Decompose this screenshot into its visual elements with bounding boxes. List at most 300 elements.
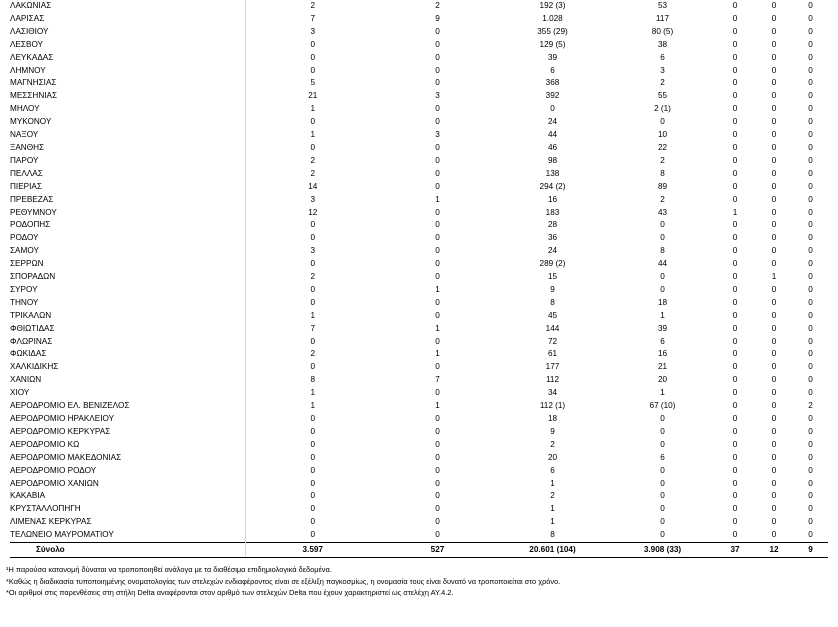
region-name: ΠΡΕΒΕΖΑΣ [10,194,54,204]
cell-v3: 45 [547,310,558,320]
cell-v5: 0 [732,155,738,165]
cell-v6: 0 [771,530,777,540]
cell-v2: 3 [435,91,440,101]
cell-v5: 0 [732,362,738,372]
cell-v1: 1 [245,310,380,323]
cell-v5: 0 [732,297,738,307]
cell-v1: 21 [245,90,380,103]
cell-v4: 0 [660,465,665,475]
total-v6: 12 [755,543,793,558]
footnote-2: *Καθώς η διαδικασία τυποποιημένης ονοματολογίας των στελεχών ενδιαφέροντος είναι σε εξέλιξη παγκοσμίως, η ονομασία τους είναι δυνατό να τροποποιείται στο χρόνο. [6,576,561,586]
footnotes [6,564,838,599]
cell-v7: 0 [808,272,813,282]
cell-v6: 0 [771,323,777,333]
cell-v5: 0 [732,375,738,385]
cell-v2: 0 [435,530,440,540]
cell-v5: 0 [732,220,738,230]
cell-v2: 0 [435,155,440,165]
cell-v3: 192 (3) [539,1,566,10]
cell-v3: 112 [545,375,560,385]
cell-v1: 0 [245,336,380,349]
cell-v5: 0 [732,65,738,75]
cell-v2: 0 [435,117,440,127]
cell-v6: 0 [771,52,777,62]
cell-v2: 0 [435,452,440,462]
table-row [10,194,828,207]
cell-v5: 0 [732,426,738,436]
cell-v2: 7 [435,375,440,385]
cell-v7: 0 [808,246,813,256]
cell-v1: 2 [245,0,380,13]
cell-v2: 0 [435,168,440,178]
cell-v4: 0 [660,504,665,514]
cell-v5: 0 [732,52,738,62]
cell-v5: 0 [732,272,738,282]
region-name: ΑΕΡΟΔΡΟΜΙΟ ΧΑΝΙΩΝ [10,478,99,488]
cell-v2: 0 [435,336,440,346]
cell-v6: 0 [771,517,777,527]
cell-v3: 177 [545,362,560,372]
cell-v5: 0 [732,91,738,101]
cell-v2: 1 [435,323,440,333]
cell-v6: 0 [771,104,777,114]
cell-v6: 0 [771,13,777,23]
table-row [10,400,828,413]
cell-v2: 1 [435,284,440,294]
cell-v6: 0 [771,284,777,294]
cell-v7: 0 [808,233,813,243]
cell-v6: 0 [771,168,777,178]
cell-v7: 0 [808,414,813,423]
table-row [10,361,828,374]
cell-v3: 8 [550,530,555,540]
cell-v5: 0 [732,284,738,294]
cell-v5: 0 [732,168,738,178]
region-name: ΛΙΜΕΝΑΣ ΚΕΡΚΥΡΑΣ [10,517,92,527]
table-row [10,336,828,349]
table-row [10,426,828,439]
cell-v6: 0 [771,233,777,243]
cell-v5: 0 [732,117,738,127]
cell-v1: 0 [245,116,380,129]
cell-v7: 0 [808,130,813,140]
cell-v4: 1 [660,388,665,398]
cell-v3: 24 [547,117,558,127]
cell-v4: 10 [657,130,668,140]
cell-v3: 98 [547,155,558,165]
cell-v5: 0 [732,26,738,36]
region-name: ΛΑΚΩΝΙΑΣ [10,1,52,10]
cell-v1: 0 [245,258,380,271]
region-name: ΑΕΡΟΔΡΟΜΙΟ ΕΛ. ΒΕΝΙΖΕΛΟΣ [10,401,130,411]
region-name: ΤΡΙΚΑΛΩΝ [10,310,52,320]
cell-v2: 0 [435,78,440,88]
cell-v1: 0 [245,478,380,491]
table-row [10,245,828,258]
cell-v3: 15 [547,272,558,282]
cell-v1: 0 [245,452,380,465]
cell-v1: 7 [245,13,380,26]
cell-v4: 0 [660,530,665,540]
region-name: ΦΩΚΙΔΑΣ [10,349,47,359]
cell-v4: 0 [660,478,665,488]
cell-v1: 0 [245,52,380,65]
total-v1: 3.597 [245,543,380,558]
cell-v7: 0 [808,426,813,436]
cell-v7: 0 [808,297,813,307]
cell-v7: 0 [808,362,813,372]
cell-v6: 1 [771,272,777,282]
region-name: ΑΕΡΟΔΡΟΜΙΟ ΚΩ [10,439,80,449]
table-row [10,297,828,310]
region-name: ΜΗΛΟΥ [10,104,40,114]
table-row [10,26,828,39]
table-row [10,103,828,116]
cell-v3: 0 [550,104,555,114]
cell-v1: 14 [245,181,380,194]
cell-v2: 0 [435,259,440,269]
cell-v5: 0 [732,181,738,191]
cell-v1: 0 [245,439,380,452]
cell-v6: 0 [771,362,777,372]
table-row [10,0,828,13]
cell-v5: 0 [732,194,738,204]
cell-v3: 39 [547,52,558,62]
cell-v4: 2 [660,194,665,204]
cell-v2: 0 [435,181,440,191]
table-row [10,168,828,181]
cell-v4: 3 [660,65,665,75]
cell-v4: 16 [657,349,668,359]
cell-v6: 0 [771,130,777,140]
cell-v5: 0 [732,323,738,333]
region-name: ΞΑΝΘΗΣ [10,142,45,152]
cell-v6: 0 [771,478,777,488]
cell-v4: 44 [657,259,668,269]
cell-v2: 2 [435,1,440,10]
cell-v7: 0 [808,207,813,217]
cell-v2: 0 [435,439,440,449]
region-name: ΑΕΡΟΔΡΟΜΙΟ ΗΡΑΚΛΕΙΟΥ [10,414,115,423]
region-name: ΣΕΡΡΩΝ [10,259,44,269]
total-v3: 20.601 (104) [495,543,610,558]
table-row [10,271,828,284]
cell-v6: 0 [771,401,777,411]
cell-v7: 0 [808,259,813,269]
cell-v5: 0 [732,491,738,501]
cell-v1: 0 [245,219,380,232]
cell-v3: 61 [547,349,558,359]
cell-v2: 0 [435,39,440,49]
cell-v1: 0 [245,284,380,297]
total-row [10,543,828,558]
table-row [10,155,828,168]
cell-v3: 392 [545,91,560,101]
cell-v2: 0 [435,142,440,152]
cell-v2: 0 [435,26,440,36]
cell-v4: 0 [660,414,665,423]
cell-v6: 0 [771,194,777,204]
cell-v7: 0 [808,26,813,36]
cell-v4: 20 [657,375,668,385]
cell-v5: 0 [732,414,738,423]
cell-v1: 3 [245,26,380,39]
cell-v2: 0 [435,362,440,372]
region-name: ΜΕΣΣΗΝΙΑΣ [10,91,58,101]
cell-v4: 0 [660,491,665,501]
table-row [10,13,828,26]
cell-v2: 1 [435,349,440,359]
table-row [10,181,828,194]
cell-v7: 0 [808,491,813,501]
cell-v4: 0 [660,517,665,527]
table-row [10,413,828,426]
cell-v2: 0 [435,52,440,62]
cell-v2: 0 [435,207,440,217]
cell-v4: 67 (10) [649,401,676,411]
cell-v3: 34 [547,388,558,398]
region-name: ΚΡΥΣΤΑΛΛΟΠΗΓΗ [10,504,81,514]
cell-v1: 0 [245,413,380,426]
cell-v2: 0 [435,388,440,398]
cell-v7: 0 [808,52,813,62]
cell-v4: 43 [657,207,668,217]
total-v7: 9 [793,543,828,558]
cell-v3: 1.028 [542,13,563,23]
table-row [10,129,828,142]
cell-v5: 0 [732,39,738,49]
cell-v6: 0 [771,220,777,230]
cell-v1: 2 [245,155,380,168]
cell-v2: 1 [435,194,440,204]
cell-v2: 0 [435,233,440,243]
table-row [10,452,828,465]
cell-v5: 0 [732,465,738,475]
region-name: ΑΕΡΟΔΡΟΜΙΟ ΚΕΡΚΥΡΑΣ [10,426,111,436]
cell-v3: 129 (5) [539,39,566,49]
cell-v3: 20 [547,452,558,462]
cell-v5: 1 [732,207,738,217]
cell-v3: 1 [550,504,555,514]
cell-v5: 0 [732,388,738,398]
table-row [10,490,828,503]
cell-v6: 0 [771,336,777,346]
cell-v7: 0 [808,349,813,359]
cell-v7: 0 [808,181,813,191]
total-v4: 3.908 (33) [610,543,715,558]
cell-v3: 2 [550,439,555,449]
table-row [10,142,828,155]
cell-v6: 0 [771,207,777,217]
cell-v5: 0 [732,13,738,23]
cell-v5: 0 [732,401,738,411]
cell-v1: 0 [245,490,380,503]
cell-v1: 0 [245,361,380,374]
cell-v7: 0 [808,284,813,294]
cell-v5: 0 [732,78,738,88]
cell-v6: 0 [771,91,777,101]
region-name: ΤΗΝΟΥ [10,297,39,307]
cell-v3: 144 [545,323,560,333]
cell-v5: 0 [732,530,738,540]
cell-v5: 0 [732,130,738,140]
cell-v5: 0 [732,233,738,243]
regions-variants-table [10,0,828,558]
cell-v1: 0 [245,503,380,516]
region-name: ΑΕΡΟΔΡΟΜΙΟ ΜΑΚΕΔΟΝΙΑΣ [10,452,122,462]
region-name: ΡΟΔΟΥ [10,233,39,243]
cell-v1: 8 [245,374,380,387]
region-name: ΜΥΚΟΝΟΥ [10,117,52,127]
cell-v2: 0 [435,297,440,307]
region-name: ΣΠΟΡΑΔΩΝ [10,272,56,282]
cell-v7: 0 [808,452,813,462]
cell-v7: 0 [808,78,813,88]
cell-v2: 9 [435,13,440,23]
region-name: ΛΑΣΙΘΙΟΥ [10,26,49,36]
cell-v6: 0 [771,452,777,462]
cell-v7: 0 [808,530,813,540]
cell-v7: 0 [808,13,813,23]
cell-v6: 0 [771,491,777,501]
cell-v3: 183 [545,207,560,217]
cell-v7: 2 [808,401,813,411]
cell-v2: 0 [435,65,440,75]
cell-v1: 0 [245,232,380,245]
cell-v1: 2 [245,271,380,284]
cell-v2: 0 [435,517,440,527]
cell-v7: 0 [808,142,813,152]
cell-v2: 0 [435,310,440,320]
cell-v1: 7 [245,323,380,336]
table-row [10,52,828,65]
cell-v5: 0 [732,310,738,320]
cell-v7: 0 [808,310,813,320]
cell-v4: 0 [660,439,665,449]
cell-v1: 0 [245,516,380,529]
cell-v7: 0 [808,155,813,165]
region-name: ΧΑΝΙΩΝ [10,375,42,385]
cell-v4: 6 [660,452,665,462]
cell-v6: 0 [771,1,777,10]
cell-v6: 0 [771,246,777,256]
cell-v3: 8 [550,297,555,307]
table-row [10,387,828,400]
cell-v6: 0 [771,375,777,385]
cell-v7: 0 [808,336,813,346]
cell-v7: 0 [808,104,813,114]
table-row [10,77,828,90]
table-row [10,219,828,232]
total-v2: 527 [380,543,495,558]
cell-v1: 0 [245,297,380,310]
cell-v6: 0 [771,414,777,423]
cell-v2: 0 [435,414,440,423]
cell-v4: 38 [657,39,668,49]
region-name: ΦΘΙΩΤΙΔΑΣ [10,323,55,333]
cell-v6: 0 [771,78,777,88]
cell-v3: 294 (2) [539,181,566,191]
region-name: ΡΕΘΥΜΝΟΥ [10,207,57,217]
total-v5: 37 [715,543,755,558]
cell-v3: 1 [550,478,555,488]
cell-v3: 46 [547,142,558,152]
table-row [10,529,828,542]
cell-v6: 0 [771,117,777,127]
cell-v1: 1 [245,103,380,116]
region-name: ΛΑΡΙΣΑΣ [10,13,45,23]
table-row [10,90,828,103]
cell-v3: 112 (1) [539,401,566,411]
table-row [10,478,828,491]
cell-v5: 0 [732,259,738,269]
cell-v1: 0 [245,465,380,478]
cell-v5: 0 [732,336,738,346]
cell-v4: 6 [660,336,665,346]
cell-v3: 1 [550,517,555,527]
cell-v1: 0 [245,426,380,439]
cell-v4: 0 [660,233,665,243]
cell-v6: 0 [771,65,777,75]
table-row [10,207,828,220]
cell-v3: 6 [550,65,555,75]
region-name: ΝΑΞΟΥ [10,130,39,140]
cell-v7: 0 [808,168,813,178]
cell-v2: 0 [435,504,440,514]
cell-v7: 0 [808,439,813,449]
cell-v6: 0 [771,504,777,514]
cell-v4: 0 [660,426,665,436]
cell-v5: 0 [732,517,738,527]
cell-v7: 0 [808,465,813,475]
cell-v4: 55 [657,91,668,101]
cell-v7: 0 [808,220,813,230]
cell-v7: 0 [808,323,813,333]
table-row [10,39,828,52]
cell-v6: 0 [771,181,777,191]
cell-v5: 0 [732,1,738,10]
cell-v3: 368 [545,78,560,88]
cell-v1: 0 [245,142,380,155]
region-name: ΛΕΣΒΟΥ [10,39,44,49]
cell-v1: 2 [245,168,380,181]
cell-v6: 0 [771,388,777,398]
cell-v7: 0 [808,504,813,514]
cell-v3: 36 [547,233,558,243]
region-name: ΛΕΥΚΑΔΑΣ [10,52,54,62]
cell-v4: 117 [655,13,670,23]
cell-v5: 0 [732,104,738,114]
cell-v4: 6 [660,52,665,62]
cell-v1: 3 [245,194,380,207]
region-name: ΣΑΜΟΥ [10,246,39,256]
cell-v7: 0 [808,388,813,398]
cell-v4: 0 [660,272,665,282]
cell-v7: 0 [808,194,813,204]
cell-v5: 0 [732,478,738,488]
cell-v1: 0 [245,39,380,52]
table-row [10,232,828,245]
table-row [10,374,828,387]
region-name: ΑΕΡΟΔΡΟΜΙΟ ΡΟΔΟΥ [10,465,97,475]
cell-v3: 44 [547,130,558,140]
cell-v1: 12 [245,207,380,220]
footnote-3: *Οι αριθμοί στις παρενθέσεις στη στήλη Delta αναφέρονται στον αριθμό των στελεχών Delta που έχουν χαρακτηριστεί ως στελέχη ΑΥ.4.2. [6,588,454,598]
cell-v6: 0 [771,297,777,307]
region-name: ΛΗΜΝΟΥ [10,65,46,75]
cell-v5: 0 [732,504,738,514]
region-name: ΚΑΚΑΒΙΑ [10,491,46,501]
